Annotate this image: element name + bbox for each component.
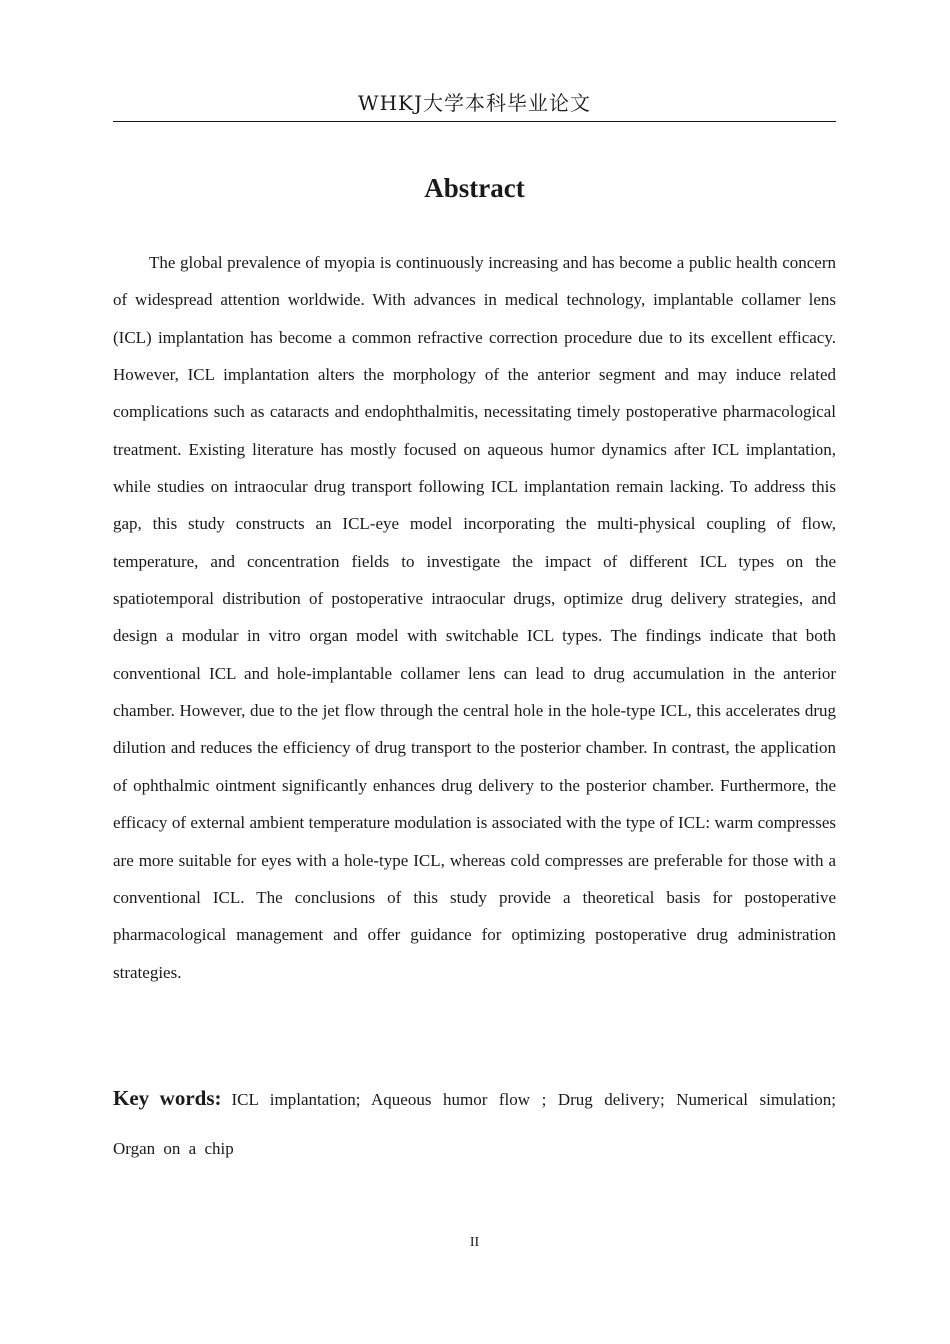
running-header: WHKJ大学本科毕业论文 xyxy=(358,91,591,115)
keywords xyxy=(113,1074,836,1173)
page-number: II xyxy=(469,1235,480,1250)
keywords-label: Key words: xyxy=(113,1086,222,1110)
abstract-body: The global prevalence of myopia is continuously increasing and has become a public health concern of widespread attention worldwide. With advances in medical technology, implantable collamer lens (ICL) implantation has become a common refractive correction procedure due to its excellent efficacy. However, ICL implantation alters the morphology of the anterior segment and may induce related complications such as cataracts and endophthalmitis, necessitating timely postoperative pharmacological treatment. Existing literature has mostly focused on aqueous humor dynamics after ICL implantation, while studies on intraocular drug transport following ICL implantation remain lacking. To address this gap, this study constructs an ICL-eye model incorporating the multi-physical coupling of flow, temperature, and concentration fields to investigate the impact of different ICL types on the spatiotemporal distribution of postoperative intraocular drugs, optimize drug delivery strategies, and design a modular in vitro organ model with switchable ICL types. The findings indicate that both conventional ICL and hole-implantable collamer lens can lead to drug accumulation in the anterior chamber. However, due to the jet flow through the central hole in the hole-type ICL, this accelerates drug dilution and reduces the efficiency of drug transport to the posterior chamber. In contrast, the application of ophthalmic ointment significantly enhances drug delivery to the posterior chamber. Furthermore, the efficacy of external ambient temperature modulation is associated with the type of ICL: warm compresses are more suitable for eyes with a hole-type ICL, whereas cold compresses are preferable for those with a conventional ICL. The conclusions of this study provide a theoretical basis for postoperative pharmacological management and offer guidance for optimizing postoperative drug administration strategies. xyxy=(113,253,836,982)
header-rule xyxy=(113,121,836,122)
keywords-text: ICL implantation; Aqueous humor flow ; Drug delivery; Numerical simulation; Organ on a chip xyxy=(113,1090,836,1158)
abstract-title: Abstract xyxy=(424,173,525,203)
